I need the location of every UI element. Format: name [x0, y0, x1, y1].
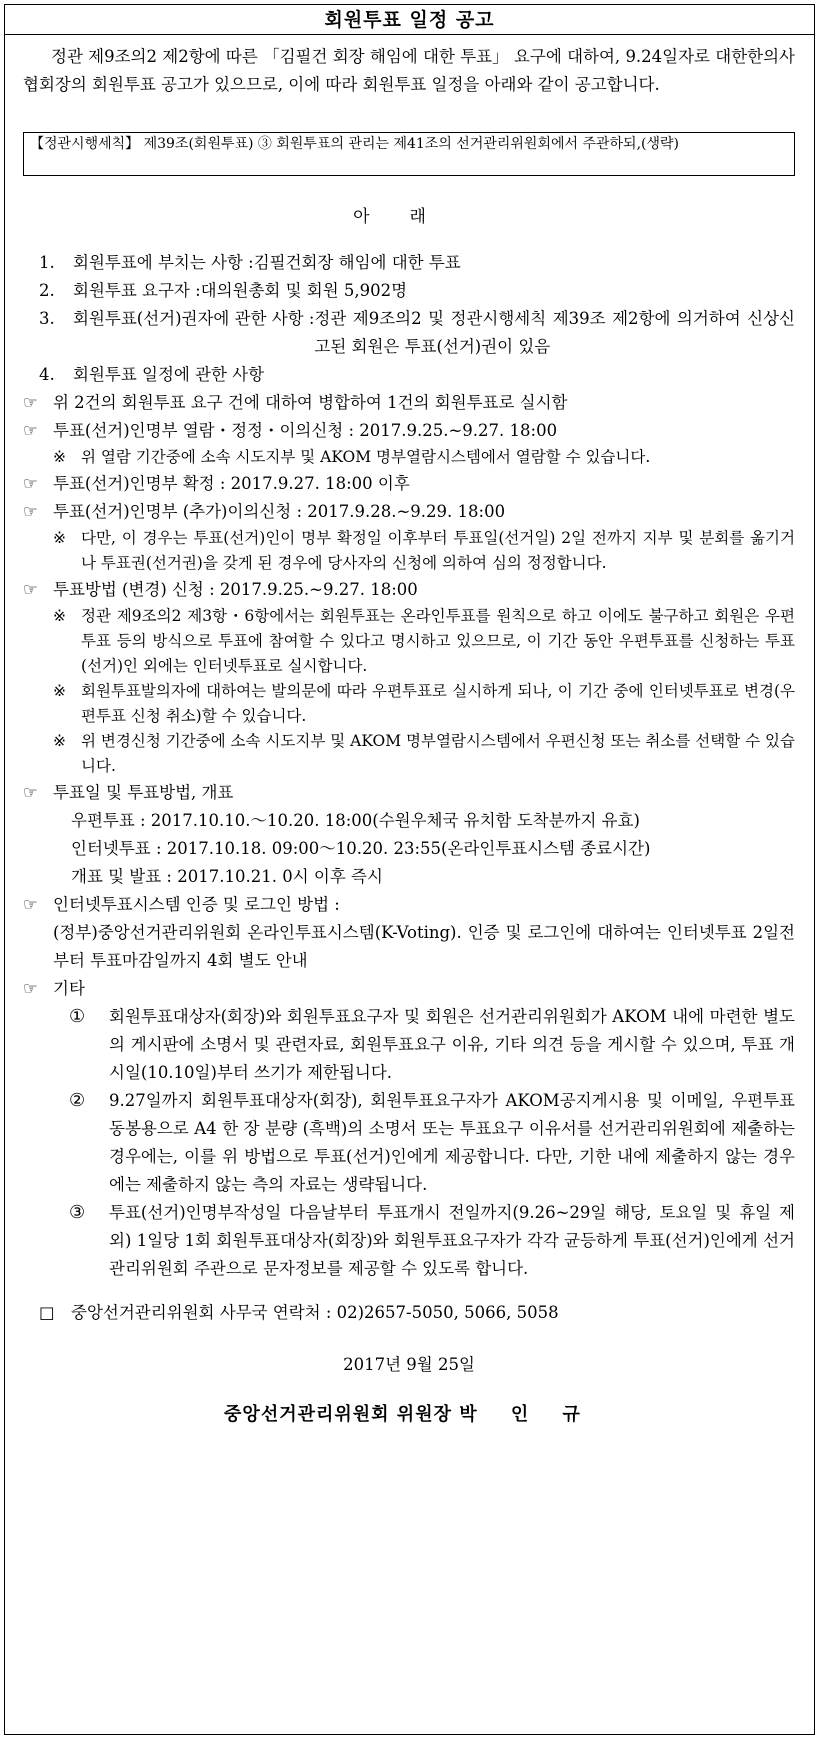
contact-text: 중앙선거관리위원회 사무국 연락처 : 02)2657-5050, 5066, 5058	[71, 1303, 559, 1322]
etc-item	[23, 1199, 795, 1283]
inspect-note-text: 위 열람 기간중에 소속 시도지부 및 AKOM 명부열람시스템에서 열람할 수 있습니다.	[81, 448, 651, 466]
inspect-note	[23, 445, 795, 470]
schedule-objection-text: 투표(선거)인명부 (추가)이의신청 : 2017.9.28.~9.29. 18:00	[53, 502, 506, 521]
schedule-merge-text: 위 2건의 회원투표 요구 건에 대하여 병합하여 1건의 회원투표로 실시함	[53, 393, 568, 412]
square-bullet-icon: □	[39, 1303, 55, 1322]
schedule-merge	[23, 389, 795, 417]
schedule-objection	[23, 498, 795, 526]
note-mark-icon: ※	[53, 448, 66, 466]
method-note-text: 회원투표발의자에 대하여는 발의문에 따라 우편투표로 실시하게 되나, 이 기간 중에 인터넷투표로 변경(우편투표 신청 취소)할 수 있습니다.	[81, 682, 795, 725]
pointing-hand-icon: ☞	[23, 421, 38, 440]
schedule-confirm	[23, 470, 795, 498]
schedule-method-change	[23, 576, 795, 604]
signature-org: 중앙선거관리위원회 위원장	[224, 1404, 452, 1425]
method-note-text: 위 변경신청 기간중에 소속 시도지부 및 AKOM 명부열람시스템에서 우편신청 또는 취소를 선택할 수 있습니다.	[81, 732, 795, 775]
note-mark-icon: ※	[53, 682, 66, 700]
objection-note-text: 다만, 이 경우는 투표(선거)인이 명부 확정일 이후부터 투표일(선거일) 2일 전까지 지부 및 분회를 옮기거나 투표권(선거권)을 갖게 된 경우에 당사자의 신청에 의하여 심의 정정합니다.	[81, 529, 795, 572]
voting-line: 인터넷투표 : 2017.10.18. 09:00～10.20. 23:55(온라인투표시스템 종료시간)	[71, 839, 651, 858]
schedule-auth	[23, 891, 795, 919]
circled-number-icon: ①	[69, 1006, 86, 1027]
note-mark-icon: ※	[53, 732, 66, 750]
pointing-hand-icon: ☞	[23, 783, 38, 802]
item-number: 3.	[39, 309, 55, 328]
item-value: 정관 제9조의2 및 정관시행세칙 제39조 제2항에 의거하여 신상신고된 회원은 투표(선거)권이 있음	[314, 309, 795, 356]
pointing-hand-icon: ☞	[23, 474, 38, 493]
etc-item-text: 회원투표대상자(회장)와 회원투표요구자 및 회원은 선거관리위원회가 AKOM 내에 마련한 별도의 게시판에 소명서 및 관련자료, 회원투표요구 이유, 기타 의견 등을 게시할 수 있으며, 투표 개시일(10.10일)부터 쓰기가 제한됩니다.	[109, 1007, 795, 1082]
auth-heading: 인터넷투표시스템 인증 및 로그인 방법 :	[53, 895, 340, 914]
item-label: 회원투표에 부치는 사항 :	[73, 253, 254, 272]
voting-day-text: 투표일 및 투표방법, 개표	[53, 783, 234, 802]
item-1	[23, 249, 795, 277]
intro-paragraph	[23, 43, 795, 99]
etc-item	[23, 1003, 795, 1087]
schedule-inspect	[23, 417, 795, 445]
circled-number-icon: ③	[69, 1202, 86, 1223]
page-title: 회원투표 일정 공고	[5, 5, 814, 35]
notice-body	[23, 249, 795, 1429]
etc-item	[23, 1087, 795, 1199]
objection-note	[23, 526, 795, 576]
signature	[23, 1401, 795, 1429]
pointing-hand-icon: ☞	[23, 979, 38, 998]
pointing-hand-icon: ☞	[23, 393, 38, 412]
item-2	[23, 277, 795, 305]
etc-item-text: 9.27일까지 회원투표대상자(회장), 회원투표요구자가 AKOM공지게시용 및 이메일, 우편투표 동봉용으로 A4 한 장 분량 (흑백)의 소명서 또는 투표요구 이유서를 선거관리위원회에 제출하는 경우에는, 이를 위 방법으로 투표(선거)인에게 제공합니다. 다만, 기한 내에 제출하지 않는 경우에는 제출하지 않는 측의 자료는 생략됩니다.	[109, 1091, 795, 1194]
pointing-hand-icon: ☞	[23, 502, 38, 521]
schedule-confirm-text: 투표(선거)인명부 확정 : 2017.9.27. 18:00 이후	[53, 474, 410, 493]
auth-text: (정부)중앙선거관리위원회 온라인투표시스템(K-Voting). 인증 및 로그인에 대하여는 인터넷투표 2일전부터 투표마감일까지 4회 별도 안내	[53, 923, 795, 970]
method-note	[23, 729, 795, 779]
item-label: 회원투표(선거)권자에 관한 사항 :	[73, 309, 315, 328]
note-mark-icon: ※	[53, 607, 66, 625]
contact-line	[23, 1299, 795, 1327]
notice-document	[4, 4, 815, 1735]
circled-number-icon: ②	[69, 1090, 86, 1111]
note-mark-icon: ※	[53, 529, 66, 547]
method-note-text: 정관 제9조의2 제3항・6항에서는 회원투표는 온라인투표를 원칙으로 하고 이에도 불구하고 회원은 우편투표 등의 방식으로 투표에 참여할 수 있다고 명시하고 있으므로, 이 기간 동안 우편투표를 신청하는 투표(선거)인 외에는 인터넷투표로 실시합니다.	[81, 607, 795, 675]
signature-name: 박 인 규	[459, 1404, 594, 1425]
item-number: 1.	[39, 253, 55, 272]
voting-line: 우편투표 : 2017.10.10.～10.20. 18:00(수원우체국 유치함 도착분까지 유효)	[71, 811, 640, 830]
item-value: 김필건회장 해임에 대한 투표	[253, 253, 461, 272]
pointing-hand-icon: ☞	[23, 895, 38, 914]
item-3	[23, 305, 795, 361]
etc-item-text: 투표(선거)인명부작성일 다음날부터 투표개시 전일까지(9.26~29일 해당, 토요일 및 휴일 제외) 1일당 1회 회원투표대상자(회장)와 회원투표요구자가 각각 균등하게 투표(선거)인에게 선거관리위원회 주관으로 문자정보를 제공할 수 있도록 합니다.	[109, 1203, 795, 1278]
schedule-etc	[23, 975, 795, 1003]
method-change-text: 투표방법 (변경) 신청 : 2017.9.25.~9.27. 18:00	[53, 580, 418, 599]
notice-date: 2017년 9월 25일	[343, 1355, 475, 1374]
rule-box: 【정관시행세칙】 제39조(회원투표) ③ 회원투표의 관리는 제41조의 선거관리위원회에서 주관하되,(생략)	[23, 132, 795, 176]
item-label: 회원투표 일정에 관한 사항	[73, 365, 265, 384]
item-4	[23, 361, 795, 389]
intro-text: 정관 제9조의2 제2항에 따른 「김필건 회장 해임에 대한 투표」 요구에 대하여, 9.24일자로 대한한의사협회장의 회원투표 공고가 있으므로, 이에 따라 회원투표 일정을 아래와 같이 공고합니다.	[23, 47, 795, 94]
voting-line: 개표 및 발표 : 2017.10.21. 0시 이후 즉시	[71, 867, 383, 886]
etc-heading: 기타	[53, 979, 85, 998]
pointing-hand-icon: ☞	[23, 580, 38, 599]
item-number: 2.	[39, 281, 55, 300]
item-value: 대의원총회 및 회원 5,902명	[200, 281, 408, 300]
schedule-voting-day	[23, 779, 795, 807]
item-number: 4.	[39, 365, 55, 384]
ahrae-heading: 아래	[353, 207, 466, 227]
method-note	[23, 679, 795, 729]
schedule-inspect-text: 투표(선거)인명부 열람・정정・이의신청 : 2017.9.25.~9.27. 18:00	[53, 421, 558, 440]
item-label: 회원투표 요구자 :	[73, 281, 201, 300]
method-note	[23, 604, 795, 679]
